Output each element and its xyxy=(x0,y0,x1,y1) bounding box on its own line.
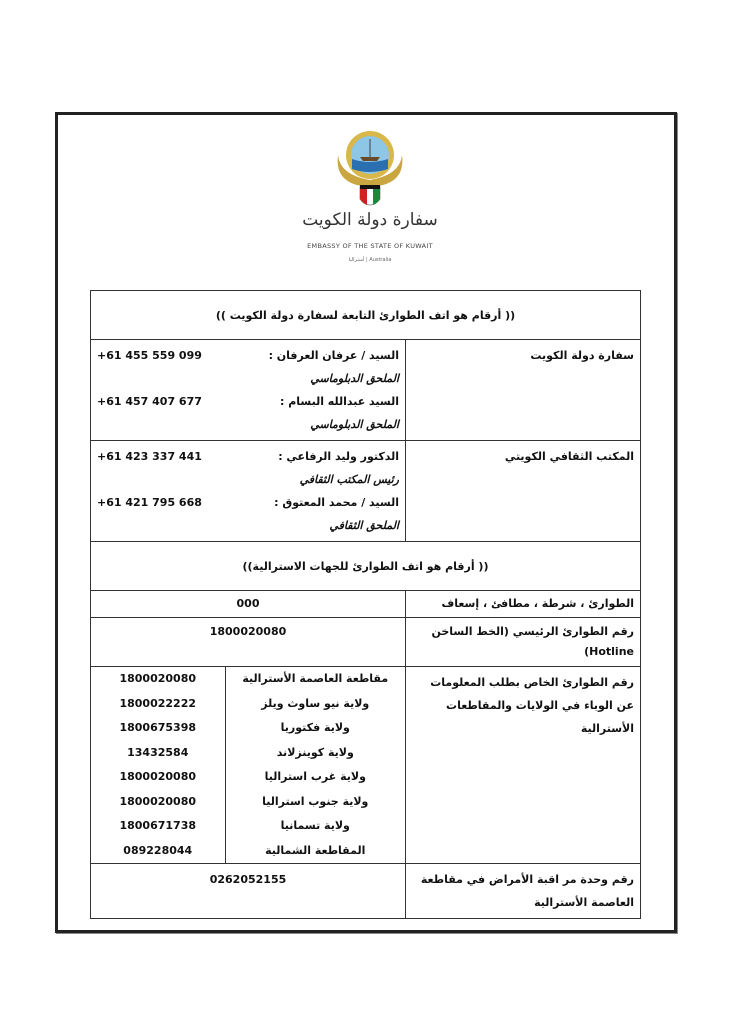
table-row xyxy=(91,340,641,441)
states-cell xyxy=(91,667,406,864)
section-header-row xyxy=(91,291,641,340)
row-label: رقم وحدة مر اقبة الأمراض في مقاطعة العاصمة الأسترالية xyxy=(406,864,641,919)
state-row xyxy=(91,716,405,741)
state-number: 089228044 xyxy=(123,843,193,857)
emergency-numbers-table xyxy=(90,290,641,919)
contact-name: السيد عبدالله البسام : xyxy=(279,395,399,408)
kuwait-emblem-logo xyxy=(330,125,410,215)
state-number: 1800022222 xyxy=(119,696,197,710)
row-label: الطوارئ ، شرطة ، مطافئ ، إسعاف xyxy=(406,591,641,618)
row-label: رقم الطوارئ الخاص بطلب المعلومات عن الوباء في الولايات والمقاطعات الأسترالية xyxy=(406,667,641,864)
contact-phone: +61 457 407 677 xyxy=(97,395,202,408)
state-number: 1800675398 xyxy=(119,721,197,734)
table-row xyxy=(91,667,641,864)
contact-name: الدكتور وليد الرفاعي : xyxy=(278,450,399,463)
row-number: 1800020080 xyxy=(91,618,406,667)
state-number: 1800020080 xyxy=(119,770,197,783)
states-list xyxy=(91,667,405,863)
row-number: 000 xyxy=(91,591,406,618)
state-name: ولاية نيو ساوث ويلز xyxy=(225,692,405,717)
contacts-cell xyxy=(91,441,406,542)
section1-title: (( أرقام هو اتف الطوارئ التابعة لسفارة دولة الكويت )) xyxy=(91,291,641,340)
state-number: 13432584 xyxy=(127,745,189,759)
contact-role: الملحق الدبلوماسي xyxy=(310,418,399,431)
contact-role: الملحق الثقافي xyxy=(329,519,399,532)
table-row xyxy=(91,441,641,542)
contact-phone: +61 455 559 099 xyxy=(97,349,202,362)
arabic-embassy-title: سفارة دولة الكويت xyxy=(302,210,438,230)
table-row xyxy=(91,591,641,618)
state-name: ولاية جنوب استراليا xyxy=(225,790,405,815)
state-row xyxy=(91,741,405,766)
state-name: المقاطعة الشمالية xyxy=(225,839,405,864)
table-row xyxy=(91,864,641,919)
state-row xyxy=(91,667,405,692)
state-name: مقاطعة العاصمة الأسترالية xyxy=(225,667,405,692)
row-label: رقم الطوارئ الرئيسي (الخط الساخن Hotline) xyxy=(406,618,641,667)
row-number: 0262052155 xyxy=(91,864,406,919)
section2-title: (( أرقام هو اتف الطوارئ للجهات الاسترالية)) xyxy=(91,542,641,591)
state-name: ولاية غرب استراليا xyxy=(225,765,405,790)
section-header-row xyxy=(91,542,641,591)
state-name: ولاية كوينزلاند xyxy=(225,741,405,766)
contact-phone: +61 423 337 441 xyxy=(97,450,202,463)
english-embassy-title: EMBASSY OF THE STATE OF KUWAIT xyxy=(307,242,433,250)
contacts-cell xyxy=(91,340,406,441)
row-label: المكتب الثقافي الكويتي xyxy=(406,441,641,542)
row-label: سفارة دولة الكويت xyxy=(406,340,641,441)
state-row xyxy=(91,765,405,790)
contact-role: رئيس المكتب الثقافي xyxy=(299,473,399,486)
country-subtitle: أستراليا | Australia xyxy=(348,257,392,263)
state-number: 1800020080 xyxy=(119,794,197,808)
state-row xyxy=(91,692,405,717)
state-row xyxy=(91,790,405,815)
contact-name: السيد / محمد المعتوق : xyxy=(274,496,399,509)
contact-role: الملحق الدبلوماسي xyxy=(310,372,399,385)
state-number: 1800020080 xyxy=(119,672,197,685)
contact-name: السيد / عرفان العرفان : xyxy=(268,349,399,362)
state-row xyxy=(91,814,405,839)
state-name: ولاية تسمانيا xyxy=(225,814,405,839)
contact-phone: +61 421 795 668 xyxy=(97,496,202,509)
state-name: ولاية فكتوريا xyxy=(225,716,405,741)
state-row xyxy=(91,839,405,864)
table-row xyxy=(91,618,641,667)
state-number: 1800671738 xyxy=(119,819,197,832)
